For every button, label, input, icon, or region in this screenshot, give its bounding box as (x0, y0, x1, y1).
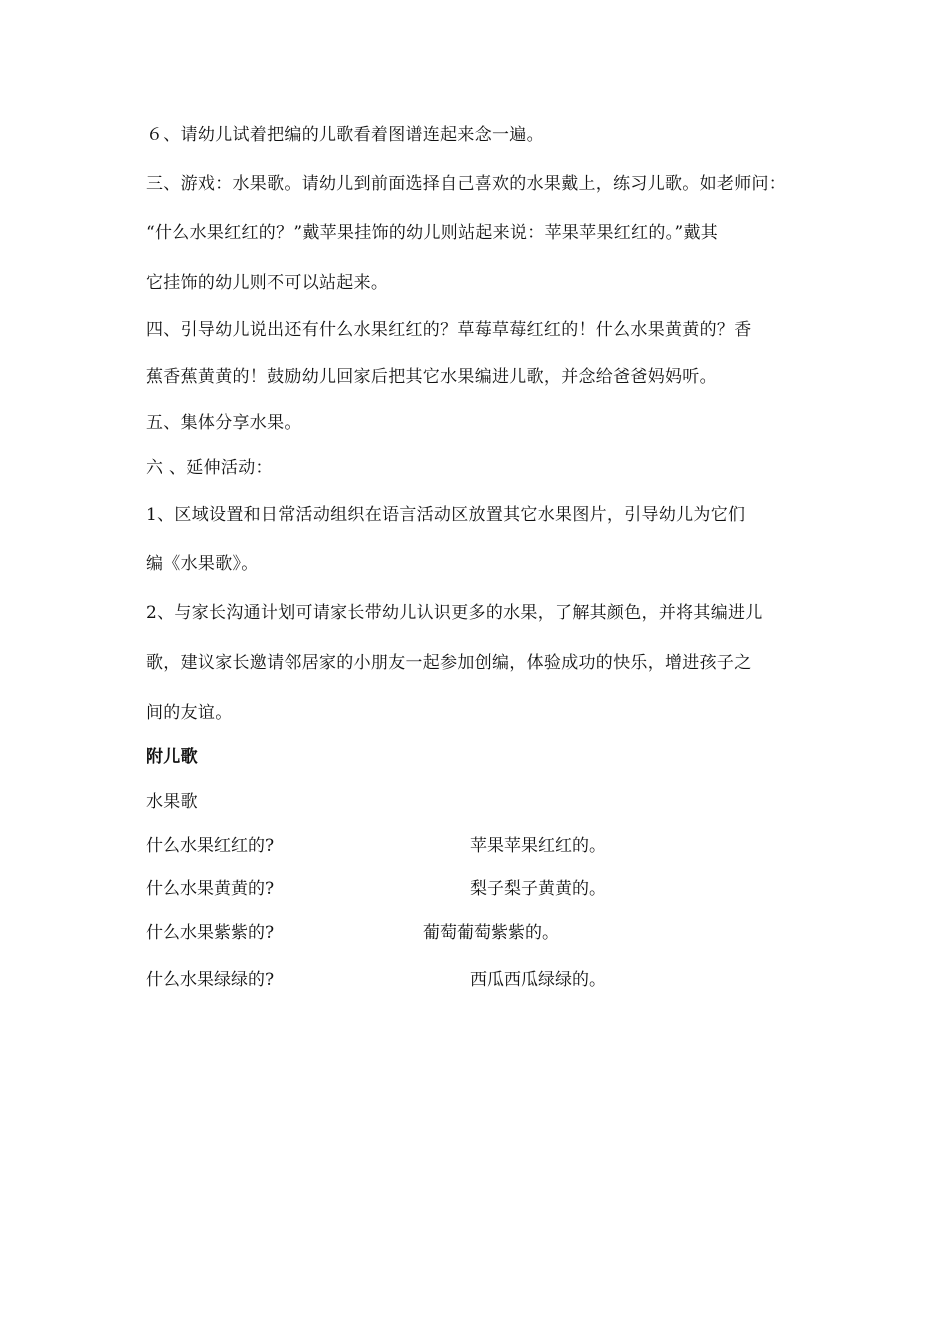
poem-question-2: 什么水果黄黄的? (146, 879, 275, 899)
poem-answer-2: 梨子梨子黄黄的。 (470, 879, 606, 899)
body-line-1: ６、请幼儿试着把编的儿歌看着图谱连起来念一遍。 (146, 125, 544, 145)
body-line-2: 三、游戏：水果歌。请幼儿到前面选择自己喜欢的水果戴上，练习儿歌。如老师问： (146, 174, 787, 194)
poem-answer-4: 西瓜西瓜绿绿的。 (470, 970, 606, 990)
body-line-13: 间的友谊。 (146, 703, 233, 723)
body-line-9: 1、区域设置和日常活动组织在语言活动区放置其它水果图片，引导幼儿为它们 (146, 505, 746, 525)
poem-question-4: 什么水果绿绿的? (146, 970, 275, 990)
appendix-heading: 附儿歌 (146, 747, 198, 767)
body-line-5: 四、引导幼儿说出还有什么水果红红的？草莓草莓红红的！什么水果黄黄的？香 (146, 320, 752, 340)
body-line-3: “什么水果红红的？”戴苹果挂饰的幼儿则站起来说：苹果苹果红红的。”戴其 (146, 223, 719, 243)
body-line-10: 编《水果歌》。 (146, 554, 259, 574)
body-line-8: 六 、延伸活动： (146, 458, 273, 478)
poem-title: 水果歌 (146, 792, 198, 812)
body-line-12: 歌，建议家长邀请邻居家的小朋友一起参加创编，体验成功的快乐，增进孩子之 (146, 653, 752, 673)
body-line-11: 2、与家长沟通计划可请家长带幼儿认识更多的水果，了解其颜色，并将其编进儿 (146, 603, 763, 623)
poem-question-1: 什么水果红红的? (146, 836, 275, 856)
body-line-4: 它挂饰的幼儿则不可以站起来。 (146, 273, 389, 293)
poem-answer-1: 苹果苹果红红的。 (470, 836, 606, 856)
poem-question-3: 什么水果紫紫的? (146, 923, 275, 943)
poem-answer-3: 葡萄葡萄紫紫的。 (423, 923, 559, 943)
body-line-6: 蕉香蕉黄黄的！鼓励幼儿回家后把其它水果编进儿歌，并念给爸爸妈妈听。 (146, 367, 717, 387)
body-line-7: 五、集体分享水果。 (146, 413, 302, 433)
